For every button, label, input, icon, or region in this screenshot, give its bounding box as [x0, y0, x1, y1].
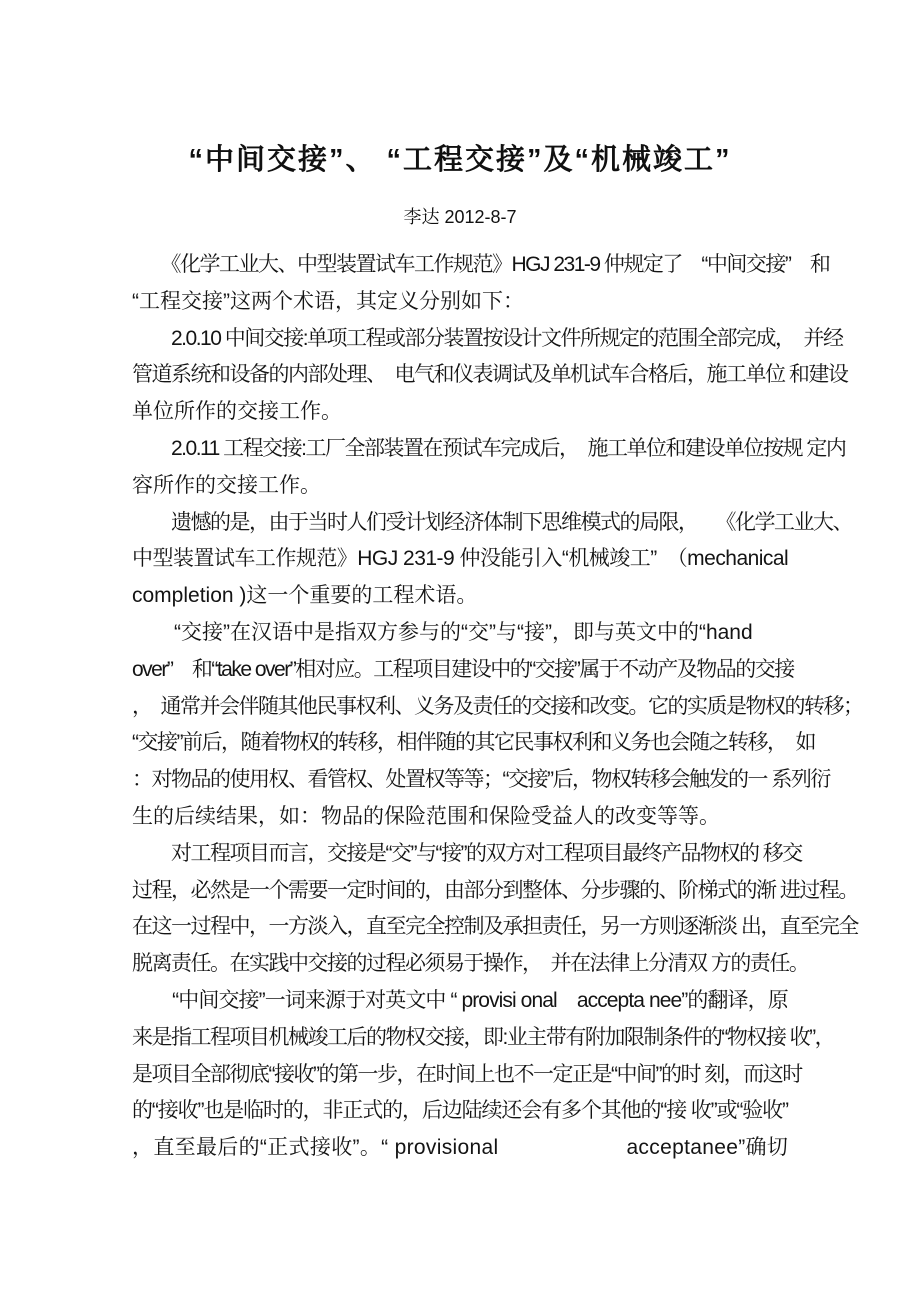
text-line: 对工程项目而言，交接是“交”与“接”的双方对工程项目最终产品物权的 移交 — [132, 841, 802, 865]
text-line: ，直至最后的“正式接收”。“ provisional acceptanee”确切 — [132, 1136, 789, 1160]
text-line: completion )这一个重要的工程术语。 — [132, 584, 478, 608]
paragraph — [132, 247, 830, 321]
paragraph — [132, 983, 835, 1167]
text-line: 2.0.11 工程交接:工厂全部装置在预试车完成后， 施工单位和建设单位按规 定内 — [132, 436, 846, 460]
text-line: “工程交接”这两个术语，其定义分别如下： — [132, 289, 524, 313]
text-line: 2.0.10 中间交接:单项工程或部分装置按设计文件所规定的范围全部完成， 并经 — [132, 326, 843, 350]
text-line: 中型装置试车工作规范》HGJ 231-9 仲没能引入“机械竣工” （mechanical — [132, 547, 789, 571]
text-line: 管道系统和设备的内部处理、 电气和仪表调试及单机试车合格后，施工单位 和建设 — [132, 363, 848, 387]
text-line: 单位所作的交接工作。 — [132, 400, 342, 424]
text-line: 来是指工程项目机械竣工后的物权交接，即:业主带有附加限制条件的“物权接 收”， — [132, 1025, 835, 1049]
text-line: 是项目全部彻底“接收”的第一步，在时间上也不一定正是“中间”的时 刻，而这时 — [132, 1062, 802, 1086]
text-line: 容所作的交接工作。 — [132, 473, 321, 497]
text-line: 的“接收”也是临时的，非正式的，后边陆续还会有多个其他的“接 收”或“验收” — [132, 1099, 788, 1123]
text-line: “中间交接”一词来源于对英文中 “ provisi onal accepta nee”的翻译，原 — [132, 988, 788, 1012]
text-line: 《化学工业大、中型装置试车工作规范》HGJ 231-9 仲规定了 “中间交接” 和 — [132, 253, 830, 276]
paragraph — [132, 505, 852, 615]
paragraph — [132, 615, 863, 836]
document-byline: 李达 2012-8-7 — [403, 207, 517, 227]
paragraph — [132, 431, 846, 505]
text-line: 生的后续结果，如：物品的保险范围和保险受益人的改变等等。 — [132, 804, 720, 828]
paragraph — [132, 321, 848, 431]
document-body — [132, 247, 863, 1167]
text-line: ， 通常并会伴随其他民事权利、义务及责任的交接和改变。它的实质是物权的转移； — [132, 694, 863, 718]
text-line: 遗憾的是，由于当时人们受计划经济体制下思维模式的局限， 《化学工业大、 — [132, 510, 852, 534]
text-line: 脱离责任。在实践中交接的过程必须易于操作， 并在法律上分清双 方的责任。 — [132, 952, 809, 976]
text-line: over” 和“take over”相对应。工程项目建设中的“交接”属于不动产及物品的交接 — [132, 657, 794, 681]
text-line: “交接”在汉语中是指双方参与的“交”与“接”，即与英文中的“hand — [132, 620, 753, 644]
text-line: 在这一过程中，一方淡入，直至完全控制及承担责任，另一方则逐渐淡 出，直至完全 — [132, 915, 858, 939]
document-title: “中间交接”、 “工程交接”及“机械竣工” — [188, 144, 732, 176]
paragraph — [132, 836, 858, 983]
text-line: ：对物品的使用权、看管权、处置权等等；“交接”后，物权转移会触发的一 系列衍 — [132, 768, 830, 792]
text-line: “交接”前后，随着物权的转移，相伴随的其它民事权利和义务也会随之转移， 如 — [132, 731, 815, 755]
text-line: 过程，必然是一个需要一定时间的，由部分到整体、分步骤的、阶梯式的渐 进过程。 — [132, 878, 858, 902]
